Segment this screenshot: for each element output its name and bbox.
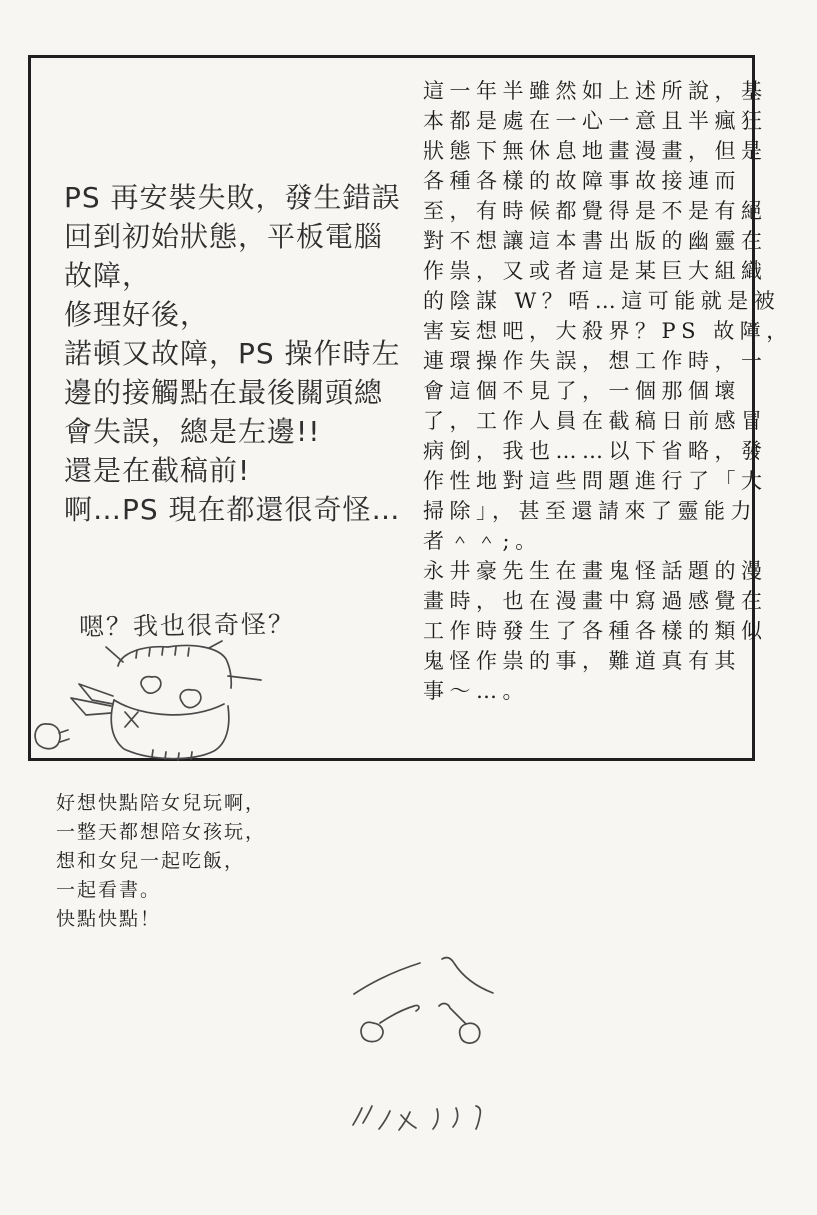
- bottom-caption-line: 一整天都想陪女孩玩，: [56, 821, 267, 843]
- right-note-line: 的陰謀 W？唔…這可能就是被: [423, 289, 781, 313]
- right-note-line: 鬼怪作祟的事，難道真有其: [423, 649, 741, 673]
- bottom-caption: [56, 789, 356, 934]
- bottom-caption-line: 想和女兒一起吃飯，: [56, 850, 246, 872]
- left-note-line: PS 再安裝失敗，發生錯誤: [64, 181, 401, 214]
- bottom-caption-line: 快點快點！: [56, 908, 162, 930]
- right-note-line: 作性地對這些問題進行了「大: [423, 469, 768, 493]
- right-note-line: 事～…。: [423, 679, 529, 703]
- right-note-line: 掃除」，甚至還請來了靈能力: [423, 499, 757, 523]
- left-handwritten-note: [64, 178, 409, 529]
- right-note-line: 至，有時候都覺得是不是有絕: [423, 199, 768, 223]
- right-note-line: 了，工作人員在截稿日前感冒: [423, 409, 768, 433]
- bottom-caption-line: 一起看書。: [56, 879, 162, 901]
- left-note-line: 修理好後，: [64, 298, 210, 331]
- left-note-line: 會失誤，總是左邊!!: [64, 415, 321, 448]
- right-note-line: 者＾＾;。: [423, 529, 542, 553]
- right-note-line: 各種各樣的故障事故接連而: [423, 169, 741, 193]
- right-note-line: 狀態下無休息地畫漫畫，但是: [423, 139, 768, 163]
- right-note-line: 病倒，我也……以下省略，發: [423, 439, 768, 463]
- walking-legs-doodle: [340, 950, 510, 1050]
- left-note-line: 諾頓又故障，PS 操作時左: [64, 337, 401, 370]
- left-note-line: 啊…PS 現在都還很奇怪…: [64, 493, 401, 526]
- right-printed-note: [423, 76, 793, 706]
- right-note-line: 工作時發生了各種各樣的類似: [423, 619, 768, 643]
- left-note-line: 還是在截稿前!: [64, 454, 251, 487]
- right-note-line: 會這個不見了，一個那個壞: [423, 379, 741, 403]
- left-note-line: 故障，: [64, 259, 152, 292]
- left-note-line: 回到初始狀態，平板電腦: [64, 220, 384, 253]
- right-note-line: 害妄想吧，大殺界？PS 故障，: [423, 319, 793, 343]
- right-note-line: 對不想讓這本書出版的幽靈在: [423, 229, 768, 253]
- right-note-line: 作祟，又或者這是某巨大組織: [423, 259, 768, 283]
- scribble-tick-marks-doodle: [350, 1102, 500, 1142]
- right-note-line: 永井豪先生在畫鬼怪話題的漫: [423, 559, 768, 583]
- masked-patched-head-doodle: [25, 640, 265, 775]
- right-note-line: 連環操作失誤，想工作時，一: [423, 349, 768, 373]
- right-note-line: 這一年半雖然如上述所說，基: [423, 79, 768, 103]
- right-note-line: 本都是處在一心一意且半瘋狂: [423, 109, 768, 133]
- speech-line: 嗯？我也很奇怪？: [78, 609, 296, 642]
- right-note-line: 畫時，也在漫畫中寫過感覺在: [423, 589, 768, 613]
- bottom-caption-line: 好想快點陪女兒玩啊，: [56, 792, 267, 814]
- left-note-line: 邊的接觸點在最後關頭總: [64, 376, 384, 409]
